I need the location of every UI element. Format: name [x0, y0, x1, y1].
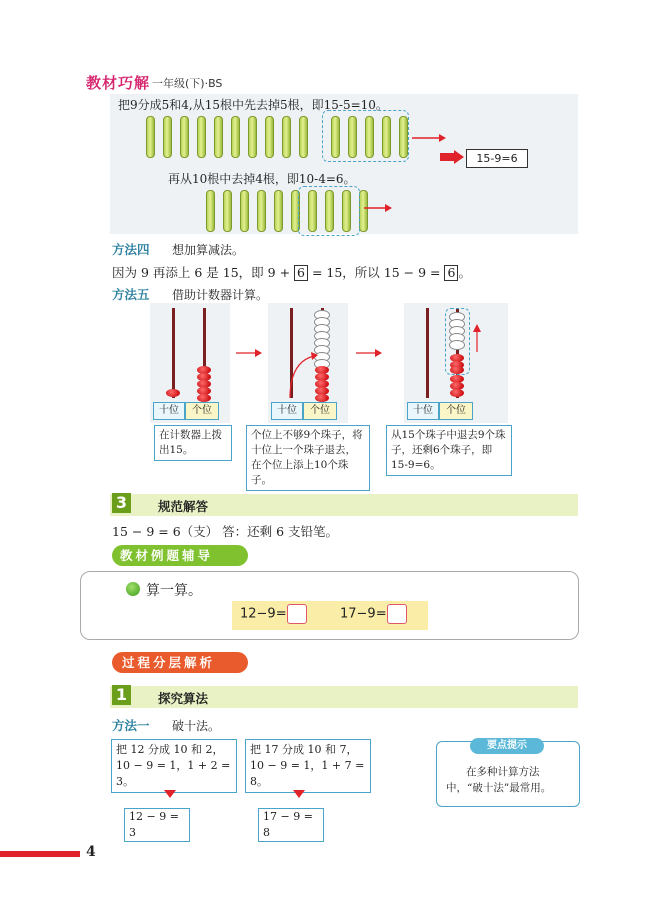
box-b-result: 17 − 9 = 8	[258, 808, 324, 842]
tip-title: 要点提示	[470, 738, 544, 754]
method4-sentence: 因为 9 再添上 6 是 15，即 9 + 6 = 15，所以 15 − 9 = 6 。	[112, 265, 471, 280]
box-b-line-2: 10 − 9 = 1，1 + 7 = 8。	[250, 759, 365, 788]
tens-label: 十位	[271, 402, 303, 420]
arrow-up-icon	[472, 324, 482, 352]
method-box-a	[111, 739, 237, 793]
example-banner: 教材例题辅导	[112, 545, 248, 566]
equation-2: 17−9=	[340, 604, 407, 624]
ones-label: 个位	[303, 402, 337, 420]
answer-box: 6	[294, 265, 308, 281]
method4-title: 想加算减法。	[172, 243, 245, 257]
curve-arrow-icon	[284, 352, 320, 400]
arrow-right-icon	[364, 202, 392, 214]
result-box: 15-9=6	[466, 149, 528, 168]
box-b-line-1: 把 17 分成 10 和 7，	[250, 743, 358, 756]
removed-group-2	[298, 186, 360, 236]
bullet-icon	[126, 582, 140, 596]
book-brand: 教材巧解	[86, 74, 151, 92]
answer-text: 15 − 9 = 6（支） 答：还剩 6 支铅笔。	[112, 524, 339, 539]
box-a-result: 12 − 9 = 3	[124, 808, 190, 842]
method5-title: 借助计数器计算。	[172, 288, 269, 302]
section-1-title: 探究算法	[158, 691, 209, 706]
big-arrow-icon	[440, 150, 464, 164]
answer-input-1[interactable]	[287, 604, 307, 624]
method-box-b	[245, 739, 371, 793]
arrow-right-icon	[412, 132, 446, 144]
section-3-number: 3	[112, 493, 131, 513]
ones-label: 个位	[185, 402, 219, 420]
box-a-line-1: 把 12 分成 10 和 2，	[116, 743, 224, 756]
analysis-banner: 过程分层解析	[112, 652, 248, 673]
tip-text: 在多种计算方法中，“破十法”最常用。	[446, 766, 552, 794]
arrow-down-icon	[293, 790, 305, 798]
footer-bar	[0, 851, 80, 857]
example-prompt: 算一算。	[146, 583, 202, 599]
ones-label: 个位	[439, 402, 473, 420]
box-a-line-2: 10 − 9 = 1，1 + 2 = 3。	[116, 759, 231, 788]
method1-title: 破十法。	[172, 719, 221, 733]
arrow-right-icon	[236, 348, 262, 358]
tens-label: 十位	[407, 402, 439, 420]
abacus-note-1: 在计数器上拨出15。	[154, 425, 232, 461]
page-number: 4	[86, 844, 96, 860]
sticks-caption-1: 把9分成5和4,从15根中先去掉5根，即15-5=10。	[118, 98, 388, 112]
answer-input-2[interactable]	[387, 604, 407, 624]
abacus-note-2: 个位上不够9个珠子，将十位上一个珠子退去，在个位上添上10个珠子。	[246, 425, 370, 491]
arrow-down-icon	[164, 790, 176, 798]
equation-1: 12−9=	[240, 604, 307, 624]
arrow-right-icon	[356, 348, 382, 358]
removed-group-1	[322, 110, 409, 162]
abacus-note-3: 从15个珠子中退去9个珠子，还剩6个珠子，即15-9=6。	[386, 425, 512, 476]
tens-label: 十位	[153, 402, 185, 420]
method1-label: 方法一	[112, 718, 150, 733]
section-1-number: 1	[112, 685, 131, 705]
method5-label: 方法五	[112, 287, 150, 302]
answer-box: 6	[444, 265, 458, 281]
method4-label: 方法四	[112, 242, 150, 257]
sticks-caption-2: 再从10根中去掉4根，即10-4=6。	[168, 172, 356, 186]
book-grade: 一年级(下)·BS	[152, 77, 223, 90]
section-3-title: 规范解答	[158, 499, 209, 514]
